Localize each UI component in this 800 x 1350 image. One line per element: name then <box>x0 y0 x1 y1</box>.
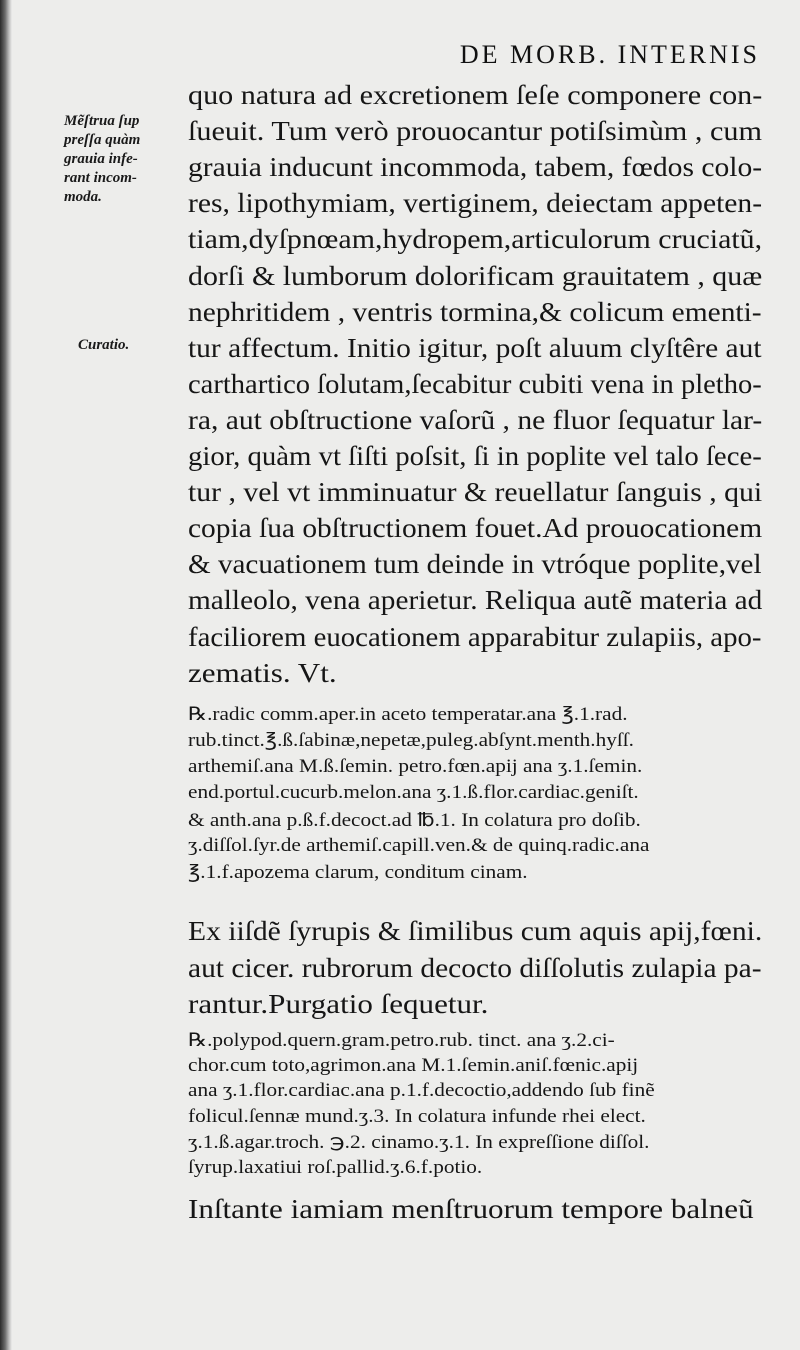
text-line: end.portul.cucurb.melon.ana ʒ.1.ß.flor.cardiac.geniſt. <box>188 783 639 804</box>
text-line: tiam,dyſpnœam,hydropem,articulorum cruciatũ, <box>188 224 763 255</box>
text-line: nephritidem , ventris tormina,& colicum ementi- <box>188 296 762 327</box>
text-line: ʒ.diſſol.ſyr.de arthemiſ.capill.ven.& de quinq.radic.ana <box>188 836 650 856</box>
text-line: ℞.radic comm.aper.in aceto temperatar.ana ℥.1.rad. <box>188 705 628 725</box>
text-line: ana ʒ.1.flor.cardiac.ana p.1.f.decoctio,addendo ſub finẽ <box>188 1081 655 1102</box>
text-line: gior, quàm vt ſiſti poſsit, ſi in poplite vel talo ſece- <box>188 441 762 471</box>
text-line: & vacuationem tum deinde in vtróque poplite,vel <box>188 549 762 580</box>
text-line: malleolo, vena aperietur. Reliqua autẽ materia ad <box>188 585 763 616</box>
text-line: tur , vel vt imminuatur & reuellatur ſanguis , qui <box>188 477 763 508</box>
text-line: copia ſua obſtructionem fouet.Ad prouocationem <box>188 513 763 544</box>
text-line: dorſi & lumborum dolorificam grauitatem , quæ <box>188 260 763 291</box>
text-line: Ex iiſdẽ ſyrupis & ſimilibus cum aquis apij,fœni. <box>188 916 763 946</box>
text-line: ra, aut obſtructione vaſorũ , ne fluor ſequatur lar- <box>188 404 763 435</box>
page-edge-shadow <box>0 0 12 1350</box>
text-line: ℞.polypod.quern.gram.petro.rub. tinct. ana ʒ.2.ci- <box>188 1031 615 1051</box>
margin-note-menstrua <box>64 112 174 207</box>
text-line: rub.tinct.℥.ß.ſabinæ,nepetæ,puleg.abſynt.menth.hyſſ. <box>188 731 635 752</box>
text-line: tur affectum. Initio igitur, poſt aluum clyſtêre aut <box>188 332 762 363</box>
text-line: arthemiſ.ana M.ß.ſemin. petro.fœn.apij ana ʒ.1.ſemin. <box>188 756 643 777</box>
text-line: zematis. Vt. <box>188 657 337 688</box>
margin-note-line: rant incom- <box>64 170 137 186</box>
text-line: ʒ.1.ß.agar.troch. ℈.2. cinamo.ʒ.1. In expreſſione diſſol. <box>188 1133 650 1154</box>
margin-note-line: moda. <box>64 189 102 205</box>
margin-note-curatio: Curatio. <box>78 337 130 353</box>
text-line: ſueuit. Tum verò prouocantur potiſsimùm , cum <box>188 116 762 147</box>
text-line: carthartico ſolutam,ſecabitur cubiti vena in pletho- <box>188 368 762 399</box>
margin-note-line: Mẽſtrua ſup <box>64 113 140 129</box>
text-line: grauia inducunt incommoda, tabem, fœdos colo- <box>188 152 763 183</box>
text-line: rantur.Purgatio ſequetur. <box>188 989 489 1019</box>
margin-note-line: preſſa quàm <box>64 132 141 148</box>
text-line: aut cicer. rubrorum decocto diſſolutis zulapia pa- <box>188 952 762 983</box>
text-line: & anth.ana p.ß.f.decoct.ad ℔.1. In colatura pro doſib. <box>188 810 641 831</box>
text-line: chor.cum toto,agrimon.ana M.1.ſemin.aniſ.fœnic.apij <box>188 1055 639 1076</box>
text-line: res, lipothymiam, vertiginem, deiectam appeten- <box>188 188 763 219</box>
text-line: Inſtante iamiam menſtruorum tempore balneũ <box>188 1194 754 1224</box>
running-header: DE MORB. INTERNIS <box>459 40 760 69</box>
text-line: quo natura ad excretionem ſeſe componere con- <box>188 80 763 110</box>
margin-note-line: grauia infe- <box>64 151 138 167</box>
text-line: faciliorem euocationem apparabitur zulapiis, apo- <box>188 621 762 652</box>
text-line: ſyrup.laxatiui roſ.pallid.ʒ.6.f.potio. <box>188 1158 483 1178</box>
text-line: ℥.1.f.apozema clarum, conditum cinam. <box>188 863 528 884</box>
text-line: folicul.ſennæ mund.ʒ.3. In colatura infunde rhei elect. <box>188 1106 646 1127</box>
